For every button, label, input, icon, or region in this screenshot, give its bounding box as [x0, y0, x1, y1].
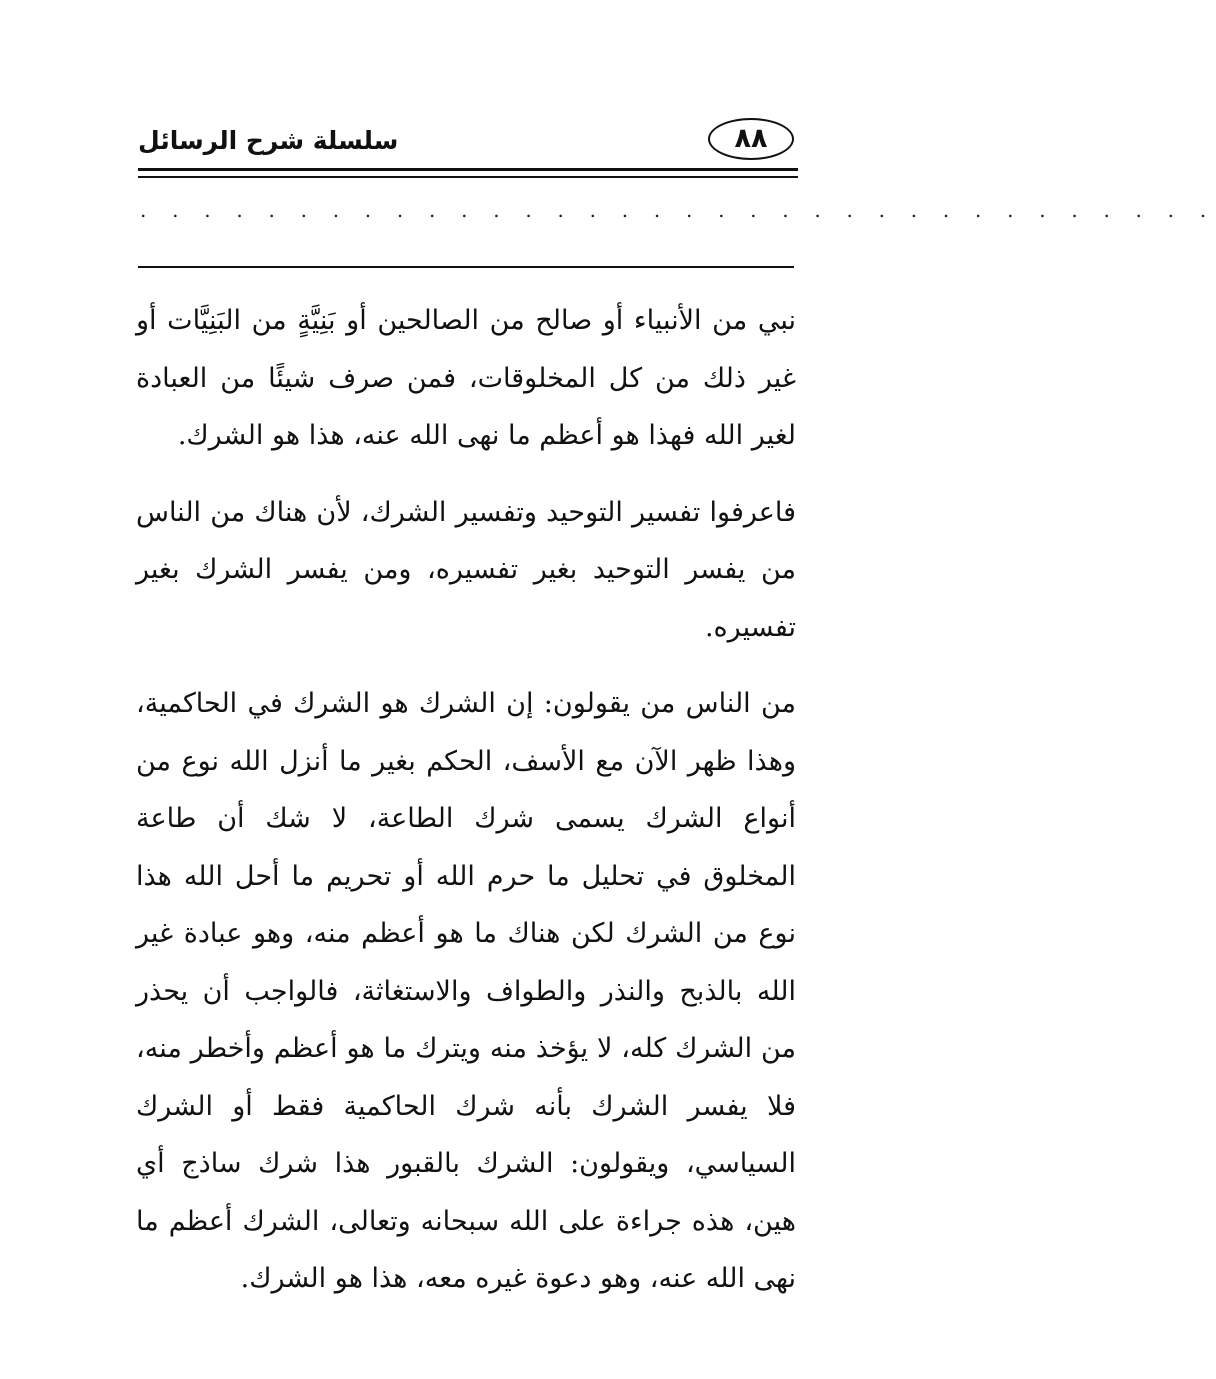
section-rule: [138, 266, 794, 268]
page-number: ٨٨: [708, 118, 794, 160]
series-title: سلسلة شرح الرسائل: [138, 126, 399, 155]
paragraph: فاعرفوا تفسير التوحيد وتفسير الشرك، لأن هناك من الناس من يفسر التوحيد بغير تفسيره، ومن يفسر الشرك بغير تفسيره.: [136, 496, 796, 643]
paragraph: من الناس من يقولون: إن الشرك هو الشرك في الحاكمية، وهذا ظهر الآن مع الأسف، الحكم بغير ما أنزل الله نوع من أنواع الشرك يسمى شرك الطاعة، لا شك أن طاعة المخلوق في تحليل ما حرم الله أو تحريم ما أحل الله هذا نوع من الشرك لكن هناك ما هو أعظم منه، وهو عبادة غير الله بالذبح والنذر والطواف والاستغاثة، فالواجب أن يحذر من الشرك كله، لا يؤخذ منه ويترك ما هو أعظم وأخطر منه، فلا يفسر الشرك بأنه شرك الحاكمية فقط أو الشرك السياسي، ويقولون: الشرك بالقبور هذا شرك ساذج أي هين، هذه جراءة على الله سبحانه وتعالى، الشرك أعظم ما نهى الله عنه، وهو دعوة غيره معه، هذا هو الشرك.: [136, 688, 796, 1294]
page-header: [138, 112, 798, 168]
header-rule-thick: [138, 168, 798, 171]
paragraph: نبي من الأنبياء أو صالح من الصالحين أو بَنِيَّةٍ من البَنِيَّات أو غير ذلك من كل المخلوقات، فمن صرف شيئًا من العبادة لغير الله فهذا هو أعظم ما نهى الله عنه، هذا هو الشرك.: [136, 305, 796, 451]
dotted-separator: . . . . . . . . . . . . . . . . . . . . . . . . . . . . . . . . . .: [140, 198, 1216, 222]
header-rule-thin: [138, 176, 798, 178]
body-text: [136, 292, 796, 1308]
